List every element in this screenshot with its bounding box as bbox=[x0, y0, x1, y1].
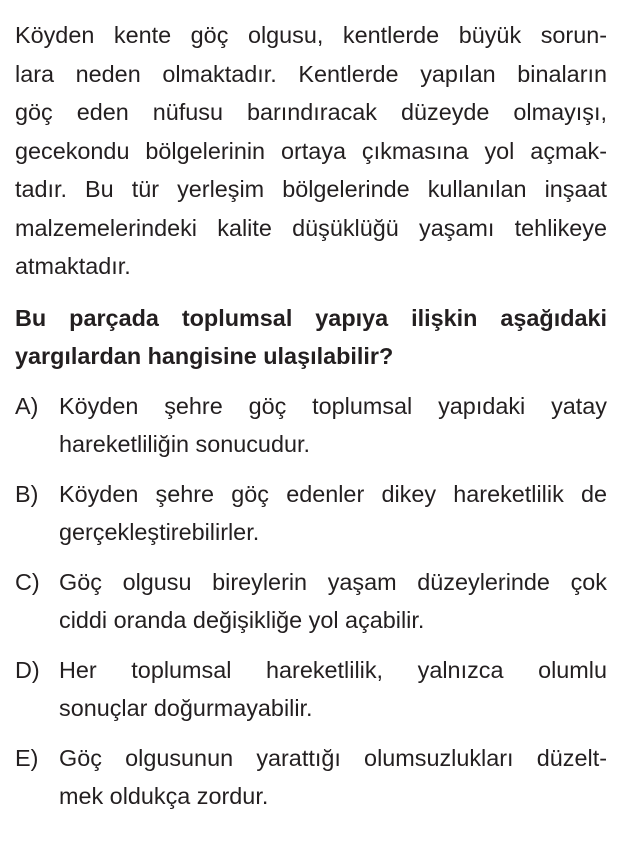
passage-line: malzemelerindeki kalite düşüklüğü yaşamı tehlikeye bbox=[15, 214, 607, 241]
passage-text bbox=[15, 16, 607, 286]
option-c[interactable] bbox=[15, 563, 607, 640]
option-line: Köyden şehre göç edenler dikey hareketlilik de bbox=[59, 480, 607, 507]
option-line: Göç olgusunun yarattığı olumsuzlukları düzelt- bbox=[59, 744, 607, 771]
option-e[interactable] bbox=[15, 739, 607, 816]
passage-line: gecekondu bölgelerinin ortaya çıkmasına yol açmak- bbox=[15, 137, 607, 164]
passage-line: lara neden olmaktadır. Kentlerde yapılan binaların bbox=[15, 60, 607, 87]
option-letter: D) bbox=[15, 656, 40, 683]
option-a[interactable] bbox=[15, 387, 607, 464]
option-letter: E) bbox=[15, 744, 39, 771]
question-line: Bu parçada toplumsal yapıya ilişkin aşağıdaki bbox=[15, 304, 607, 331]
question-stem bbox=[15, 299, 607, 376]
passage-line: tadır. Bu tür yerleşim bölgelerinde kullanılan inşaat bbox=[15, 176, 607, 202]
option-letter: C) bbox=[15, 568, 40, 595]
option-line: Göç olgusu bireylerin yaşam düzeylerinde çok bbox=[59, 568, 607, 595]
option-line: Köyden şehre göç toplumsal yapıdaki yatay bbox=[59, 392, 607, 419]
passage-line: atmaktadır. bbox=[15, 253, 131, 279]
option-letter: A) bbox=[15, 392, 39, 419]
option-line: mek oldukça zordur. bbox=[59, 783, 269, 809]
option-line: ciddi oranda değişikliğe yol açabilir. bbox=[59, 607, 425, 633]
passage-line: Köyden kente göç olgusu, kentlerde büyük sorun- bbox=[15, 22, 607, 48]
option-line: Her toplumsal hareketlilik, yalnızca olumlu bbox=[59, 656, 607, 683]
question-page bbox=[15, 16, 607, 827]
passage-line: göç eden nüfusu barındıracak düzeyde olmayışı, bbox=[15, 99, 607, 125]
option-d[interactable] bbox=[15, 651, 607, 728]
question-line: yargılardan hangisine ulaşılabilir? bbox=[15, 343, 394, 369]
option-line: hareketliliğin sonucudur. bbox=[59, 431, 310, 457]
option-line: gerçekleştirebilirler. bbox=[59, 519, 260, 545]
option-line: sonuçlar doğurmayabilir. bbox=[59, 695, 313, 721]
answer-options bbox=[15, 387, 607, 816]
option-b[interactable] bbox=[15, 475, 607, 552]
option-letter: B) bbox=[15, 480, 39, 507]
